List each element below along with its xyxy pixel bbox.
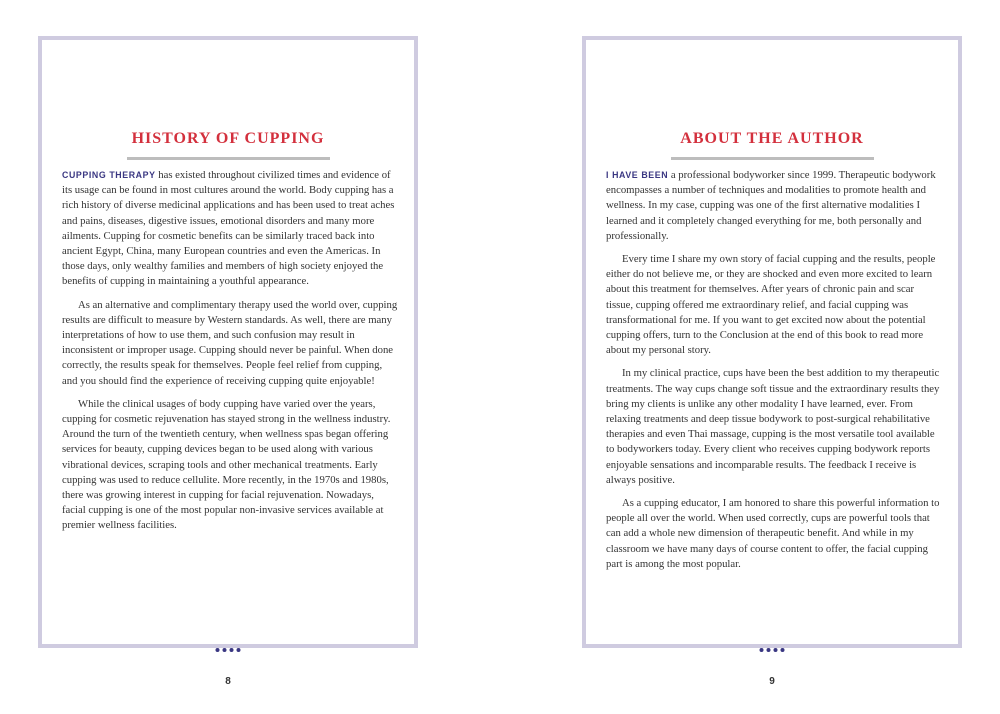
paragraph: Every time I share my own story of facial cupping and the results, people either do not believe me, or they are shocked and even more excited to learn about this treatment for themselves. After years of chronic pain and scar tissue, cupping offered me extraordinary relief, and facial cupping was transformational for me. If you want to get excited now about the potential cupping offers, turn to the Conclusion at the end of this book to read more about my personal story. — [606, 253, 936, 357]
dots-ornament — [210, 648, 247, 652]
lead-in: CUPPING THERAPY — [62, 170, 156, 180]
title-underline — [127, 157, 330, 160]
left-page-frame — [38, 36, 418, 648]
dot-icon — [223, 648, 227, 652]
dot-icon — [774, 648, 778, 652]
paragraph — [606, 168, 942, 244]
dot-icon — [781, 648, 785, 652]
paragraph-text: a professional bodyworker since 1999. Therapeutic bodywork encompasses a number of techniques and modalities to promote health and wellness. In my case, cupping was one of the first alternative modalities I learned and it completely changed everything for me, both personally and professionally. — [606, 169, 936, 242]
paragraph — [62, 168, 398, 290]
right-page-frame — [582, 36, 962, 648]
paragraph: As a cupping educator, I am honored to share this powerful information to people all over the world. When used correctly, cups are powerful tools that can add a whole new dimension of therapeutic benefit. And while in my classroom we have many days of course content to offer, the facial cupping part is among the most popular. — [606, 497, 940, 570]
paragraph-text: has existed throughout civilized times and evidence of its usage can be found in most cultures around the world. Body cupping has a rich history of diverse medicinal applications and has been used to treat aches and pains, diseases, digestive issues, emotional disorders and many more ailments. Cupping for cosmetic benefits can be similarly traced back into ancient Egypt, China, many European countries and even the Americas. In those days, only wealthy families and members of high society enjoyed the benefits of cupping in maintaining a youthful appearance. — [62, 169, 395, 288]
dot-icon — [767, 648, 771, 652]
dot-icon — [230, 648, 234, 652]
page-body — [62, 168, 398, 542]
title-underline — [671, 157, 874, 160]
paragraph: In my clinical practice, cups have been the best addition to my therapeutic treatments. The way cups change soft tissue and the extraordinary results they bring my clients is unlike any other modality I have learned, ever. From relaxing treatments and deep tissue bodywork to post-surgical rehabilitative therapies and even Thai massage, cupping is the most versatile tool available to bodyworkers today. Every client who receives cupping bodywork reports enjoyable sensations and incomparable results. The feedback I receive is always positive. — [606, 367, 940, 486]
paragraph: While the clinical usages of body cupping have varied over the years, cupping for cosmetic rejuvenation has stayed strong in the wellness industry. Around the turn of the twentieth century, when wellness spas began offering services for beauty, cupping devices began to be used along with various vibrational devices, scraping tools and other mechanical treatments. Early cupping was used to reduce cellulite. More recently, in the 1970s and 1980s, there was growing interest in cupping for facial rejuvenation. Nowadays, facial cupping is one of the most popular non-invasive services available at premier wellness facilities. — [62, 397, 391, 532]
page-number: 8 — [225, 676, 231, 687]
page-number: 9 — [769, 676, 775, 687]
lead-in: I HAVE BEEN — [606, 170, 669, 180]
page-title: ABOUT THE AUTHOR — [680, 130, 864, 147]
page-title: HISTORY OF CUPPING — [131, 130, 325, 147]
page-body — [606, 168, 942, 580]
dot-icon — [760, 648, 764, 652]
paragraph: As an alternative and complimentary therapy used the world over, cupping results are difficult to measure by Western standards. As well, there are many interpretations of how to use them, and such confusion may result in inconsistent or improper usage. Cupping should never be painful. When done correctly, the results speak for themselves. People feel relief from cupping, and you should find the experience of receiving cupping quite enjoyable! — [62, 298, 398, 387]
dot-icon — [216, 648, 220, 652]
dot-icon — [237, 648, 241, 652]
dots-ornament — [754, 648, 791, 652]
